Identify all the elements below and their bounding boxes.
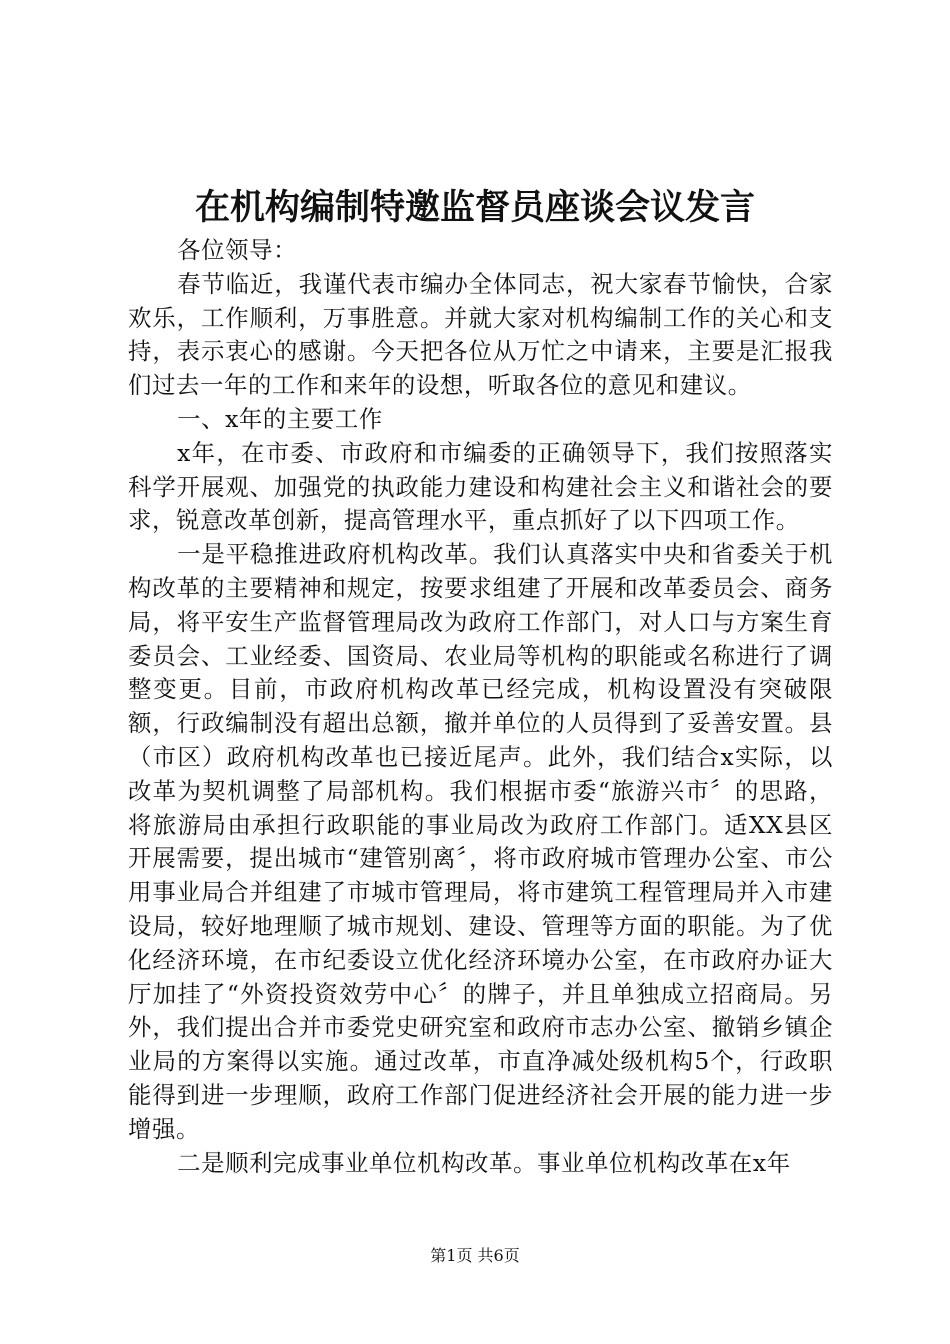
page-footer: 第1页 共6页: [430, 1246, 520, 1265]
section-intro-paragraph: x年，在市委、市政府和市编委的正确领导下，我们按照落实科学开展观、加强党的执政能力建设和构建社会主义和谐社会的要求，锐意改革创新，提高管理水平，重点抓好了以下四项工作。: [128, 438, 833, 535]
salutation-paragraph: 各位领导：: [177, 236, 298, 264]
opening-paragraph: 春节临近，我谨代表市编办全体同志，祝大家春节愉快，合家欢乐，工作顺利，万事胜意。并就大家对机构编制工作的关心和支持，表示衷心的感谢。今天把各位从万忙之中请来，主要是汇报我们过去一年的工作和来年的设想，听取各位的意见和建议。: [128, 269, 833, 400]
section-heading: 一、x年的主要工作: [177, 404, 383, 433]
second-point-paragraph: 二是顺利完成事业单位机构改革。事业单位机构改革在x年: [177, 1148, 791, 1177]
page-title: 在机构编制特邀监督员座谈会议发言: [194, 187, 755, 228]
first-point-paragraph: 一是平稳推进政府机构改革。我们认真落实中央和省委关于机构改革的主要精神和规定，按要求组建了开展和改革委员会、商务局，将平安生产监督管理局改为政府工作部门，对人口与方案生育委员会、工业经委、国资局、农业局等机构的职能或名称进行了调整变更。目前，市政府机构改革已经完成，机构设置没有突破限额，行政编制没有超出总额，撤并单位的人员得到了妥善安置。县（市区）政府机构改革也已接近尾声。此外，我们结合x实际，以改革为契机调整了局部机构。我们根据市委“旅游兴市〞的思路，将旅游局由承担行政职能的事业局改为政府工作部门。适XX县区开展需要，提出城市“建管别离〞，将市政府城市管理办公室、市公用事业局合并组建了市城市管理局，将市建筑工程管理局并入市建设局，较好地理顺了城市规划、建设、管理等方面的职能。为了优化经济环境，在市纪委设立优化经济环境办公室，在市政府办证大厅加挂了“外资投资效劳中心〞的牌子，并且单独成立招商局。另外，我们提出合并市委党史研究室和政府市志办公室、撤销乡镇企业局的方案得以实施。通过改革，市直净减处级机构5个，行政职能得到进一步理顺，政府工作部门促进经济社会开展的能力进一步增强。: [128, 540, 833, 1143]
document-body: [128, 234, 833, 1180]
